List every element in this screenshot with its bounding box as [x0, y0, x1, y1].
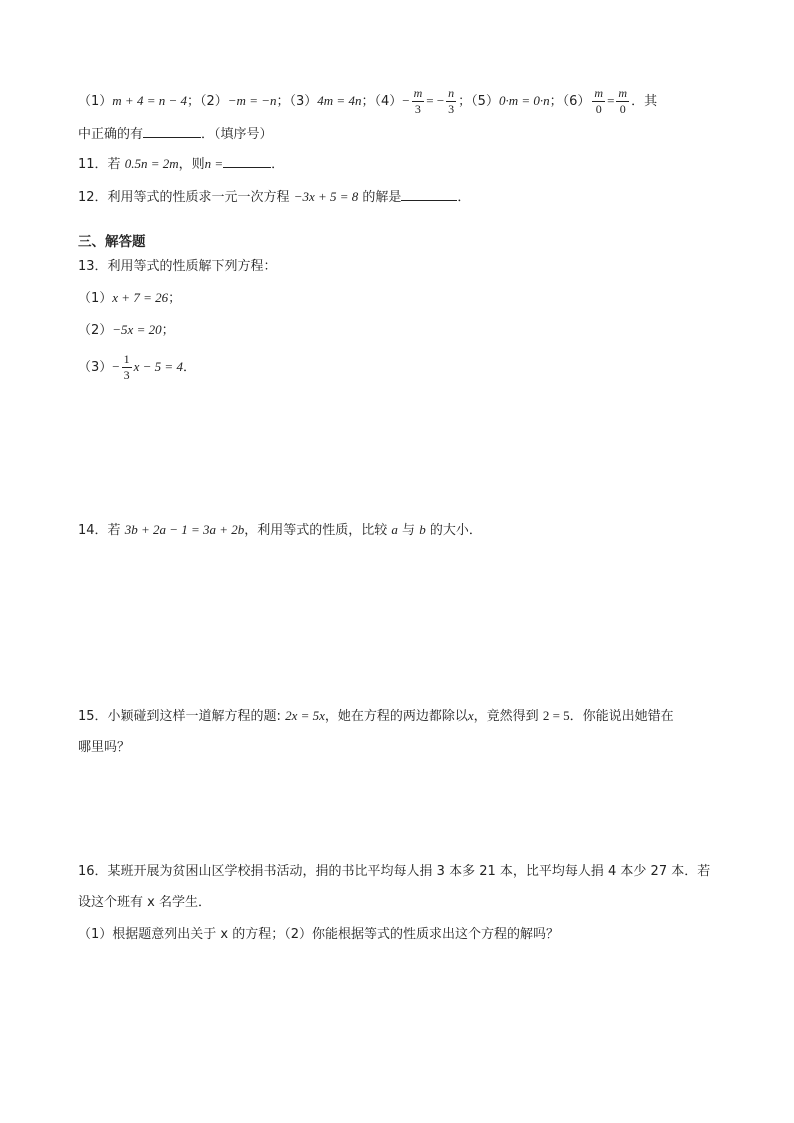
q15-middle2: ，竟然得到 [473, 709, 543, 724]
q15-prefix: 15．小颖碰到这样一道解方程的题: [78, 709, 286, 724]
q10-option5-expr: 0·m = 0·n [498, 93, 550, 108]
q13-part3-rest: x − 5 = 4 [133, 359, 183, 374]
q12-prefix: 12．利用等式的性质求一元一次方程 [78, 190, 294, 205]
q10-option1-expr: m + 4 = n − 4 [112, 93, 187, 108]
q10-answer-line [78, 123, 273, 145]
q10-option6-frac2-num: m [618, 86, 628, 100]
q10-option3-label: ；（3） [276, 94, 318, 109]
section3-heading: 三、解答题 [78, 234, 146, 250]
q10-option5-label: ；（5） [458, 94, 499, 109]
q16-line1: 16．某班开展为贫困山区学校捐书活动，捐的书比平均每人捐 3 本多 21 本，比平均每人捐 4 本少 27 本．若 [78, 864, 711, 879]
q13-part3 [78, 352, 196, 383]
q15-line1 [78, 706, 674, 727]
q10-option4-frac2-num: n [448, 86, 455, 100]
q13-part2-end: ； [161, 323, 175, 338]
q10-option2-label: ；（2） [187, 94, 228, 109]
q14-suffix: 的大小． [425, 523, 482, 538]
q13-part2-label: （2） [78, 323, 113, 338]
q13-part1-label: （1） [78, 291, 113, 306]
q15-expr: 2x = 5x [285, 708, 325, 723]
q12-line [78, 186, 470, 208]
q15-line2: 哪里吗？ [78, 740, 131, 755]
q10-option4-frac1-num: m [413, 86, 423, 100]
q12-answer-blank[interactable] [401, 186, 457, 201]
q11-prefix: 11．若 [78, 157, 125, 172]
q13-part1 [78, 288, 181, 309]
q14-middle: ，利用等式的性质，比较 [244, 523, 392, 538]
q14-expr: 3b + 2a − 1 = 3a + 2b [124, 522, 245, 537]
q13-part2 [78, 320, 175, 341]
q11-expr: 0.5n = 2m [124, 156, 179, 171]
q10-option4-frac1-den: 3 [414, 102, 421, 116]
q10-answer-prefix: 中正确的有 [78, 127, 144, 142]
q16-line3: （1）根据题意列出关于 x 的方程；（2）你能根据等式的性质求出这个方程的解吗？ [78, 927, 560, 942]
q10-tail: ．其 [631, 94, 658, 109]
q13-stem: 13．利用等式的性质解下列方程： [78, 259, 277, 274]
q11-answer-blank[interactable] [223, 153, 271, 168]
q14-prefix: 14．若 [78, 523, 125, 538]
q11-middle: ，则 [178, 157, 205, 172]
q11-var: n = [204, 156, 224, 171]
q10-option6-frac2-den: 0 [619, 102, 626, 116]
q15-suffix: ．你能说出她错在 [569, 709, 674, 724]
q10-option3-expr: 4m = 4n [317, 93, 362, 108]
q13-part3-end: ． [182, 360, 196, 375]
q12-suffix-before-blank: 的解是 [358, 190, 402, 205]
q14-line [78, 520, 482, 541]
q10-answer-blank[interactable] [143, 123, 201, 138]
q13-part3-frac-den: 3 [123, 368, 130, 382]
q10-option6-label: ；（6） [549, 94, 591, 109]
q13-part2-expr: −5x = 20 [112, 322, 162, 337]
q10-option6-eq: = [607, 93, 615, 108]
q16-line2: 设这个班有 x 名学生． [78, 895, 211, 910]
q10-option4-eq: = − [426, 93, 445, 108]
q12-expr: −3x + 5 = 8 [293, 189, 359, 204]
q10-option4-frac2-den: 3 [448, 102, 455, 116]
q12-suffix: ． [457, 190, 471, 205]
q10-options-line [78, 86, 657, 117]
q11-line [78, 153, 284, 175]
q13-part1-end: ； [168, 291, 182, 306]
q10-answer-suffix: ．（填序号） [201, 127, 273, 142]
q10-option4-minus: − [402, 93, 410, 108]
q14-var-b: b [419, 522, 426, 537]
q10-option6-frac1-den: 0 [595, 102, 602, 116]
q10-option6-frac1-num: m [594, 86, 604, 100]
q10-option4-label: ；（4） [361, 94, 403, 109]
q15-var: x [467, 708, 474, 723]
q15-middle: ，她在方程的两边都除以 [324, 709, 468, 724]
q10-option4-frac1 [412, 86, 425, 117]
q10-option1-label: （1） [78, 94, 113, 109]
q14-and: 与 [397, 523, 420, 538]
q10-option6-frac1 [592, 86, 605, 117]
q15-result: 2 = 5 [542, 708, 570, 723]
q13-part3-frac-num: 1 [123, 352, 130, 366]
q13-part3-label: （3） [78, 360, 113, 375]
q10-option6-frac2 [616, 86, 629, 117]
q14-var-a: a [391, 522, 398, 537]
q11-suffix: ． [271, 157, 285, 172]
q10-option2-expr: −m = −n [227, 93, 277, 108]
q13-part3-frac [122, 352, 132, 383]
q13-part3-minus: − [112, 359, 120, 374]
q13-part1-expr: x + 7 = 26 [112, 290, 169, 305]
q10-option4-frac2 [446, 86, 456, 117]
